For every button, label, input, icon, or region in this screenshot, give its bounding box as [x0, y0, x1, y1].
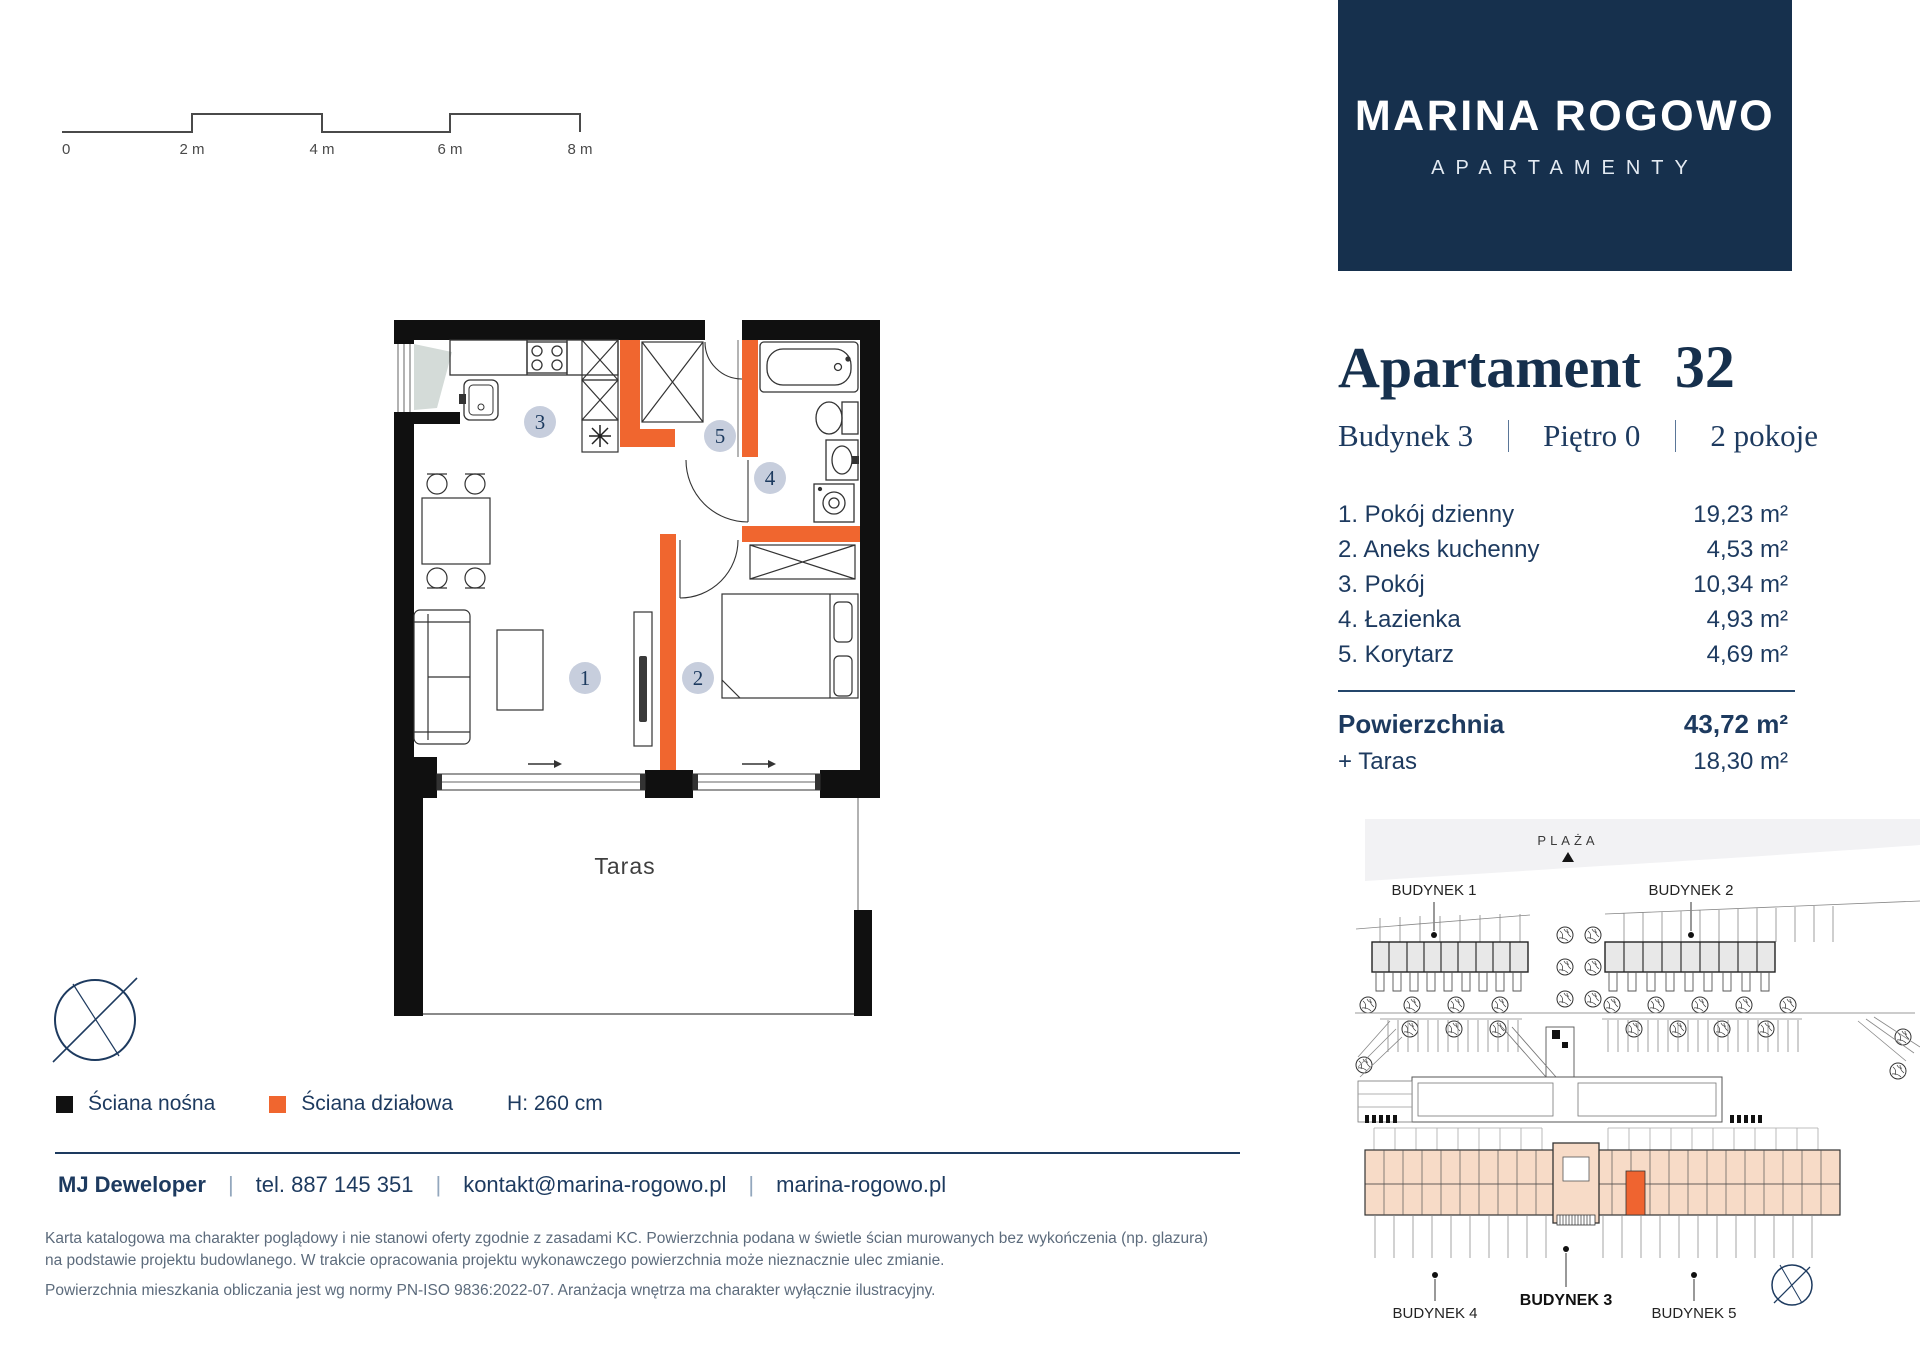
- footer-separator: |: [435, 1172, 442, 1197]
- site-plan: [1350, 815, 1920, 1330]
- brand-subtitle: APARTAMENTY: [1431, 156, 1699, 179]
- badge-5: [704, 420, 736, 452]
- terrace-area-value: 18,30 m²: [1693, 747, 1788, 775]
- meta-separator: [1508, 420, 1509, 452]
- room-area: 4,93 m²: [1706, 605, 1788, 633]
- room-name: 4. Łazienka: [1338, 605, 1461, 633]
- sofa: [414, 610, 470, 744]
- terrace-area-label: + Taras: [1338, 747, 1417, 775]
- total-area-row: [1338, 706, 1788, 743]
- apartment-number: 32: [1674, 334, 1735, 400]
- kitchen-counter: [450, 340, 618, 375]
- entry-door-arc: [705, 342, 742, 379]
- toilet: [816, 402, 858, 434]
- room-list: [1338, 497, 1788, 672]
- room-row: [1338, 497, 1788, 532]
- bed: [722, 594, 858, 698]
- tv-unit: [634, 612, 652, 746]
- apartment-title: [1338, 333, 1800, 402]
- plaza-label: PLAŻA: [1537, 833, 1599, 848]
- door-direction-arrows: [528, 760, 776, 768]
- central-complex: [1358, 1027, 1762, 1123]
- badge-2: [682, 662, 714, 694]
- email[interactable]: kontakt@marina-rogowo.pl: [463, 1172, 727, 1197]
- apartment-meta: [1338, 418, 1818, 454]
- scale-label-8m: 8 m: [567, 141, 593, 158]
- hall-closet: [642, 342, 703, 422]
- scale-label-2m: 2 m: [179, 141, 205, 158]
- partition-swatch: [269, 1096, 286, 1113]
- budynek1-units: [1372, 942, 1528, 991]
- developer-name: MJ Deweloper: [58, 1172, 206, 1197]
- budynek2-label: BUDYNEK 2: [1648, 882, 1734, 899]
- budynek2-units: [1605, 942, 1775, 991]
- total-area-label: Powierzchnia: [1338, 709, 1505, 739]
- meta-separator: [1675, 420, 1676, 452]
- bath-door-arc: [686, 460, 748, 522]
- footer-separator: |: [748, 1172, 755, 1197]
- wall-legend: [56, 1092, 603, 1116]
- badge-2-number: 2: [692, 666, 704, 690]
- room-area: 4,69 m²: [1706, 640, 1788, 668]
- room-area: 10,34 m²: [1693, 570, 1788, 598]
- badge-1: [569, 662, 601, 694]
- room-name: 1. Pokój dzienny: [1338, 500, 1515, 528]
- bedroom-wardrobe: [750, 545, 855, 579]
- meta-floor: Piętro 0: [1543, 418, 1641, 453]
- bedroom-door-arc: [680, 540, 738, 598]
- room-row: [1338, 602, 1788, 637]
- scale-label-6m: 6 m: [437, 141, 463, 158]
- window-light-shade: [414, 344, 452, 410]
- scale-bar: [55, 100, 615, 170]
- terrace-area-row: [1338, 743, 1788, 780]
- compass-icon: [45, 970, 145, 1070]
- badge-3: [524, 406, 556, 438]
- washing-machine: [814, 484, 854, 522]
- b1-roofline: [1356, 914, 1530, 942]
- disclaimer-1: Karta katalogowa ma charakter poglądowy i nie stanowi oferty zgodnie z zasadami KC. Powierzchnia podana w świetle ścian murowanych bez wykończenia (np. glazura) na podstawie projektu budowlanego. W trakcie opracowania projektu wykonawczego powierzchnia może nieznacznie ulec zmianie.: [45, 1230, 1209, 1269]
- meta-building: Budynek 3: [1338, 418, 1474, 453]
- washer-star-symbol: [589, 425, 611, 447]
- main-building-strip: [1365, 1128, 1840, 1258]
- partition-label: Ściana działowa: [301, 1092, 454, 1115]
- scale-label-4m: 4 m: [309, 141, 335, 158]
- footer-contact: [58, 1172, 946, 1198]
- room-row: [1338, 637, 1788, 672]
- floor-plan: [390, 312, 890, 1020]
- b3-entrance-block: [1553, 1143, 1599, 1223]
- room-name: 5. Korytarz: [1338, 640, 1455, 668]
- apartment-title-word: Apartament: [1338, 335, 1641, 400]
- siteplan-compass-icon: [1772, 1265, 1812, 1305]
- room-row: [1338, 532, 1788, 567]
- area-summary: [1338, 706, 1788, 780]
- footer-divider: [55, 1152, 1240, 1154]
- scale-bar-line: [62, 114, 580, 132]
- total-area-value: 43,72 m²: [1683, 709, 1788, 739]
- summary-divider: [1338, 690, 1795, 692]
- footer-separator: |: [227, 1172, 234, 1197]
- dining-set: [422, 474, 490, 588]
- badge-1-number: 1: [579, 666, 591, 690]
- room-area: 19,23 m²: [1693, 500, 1788, 528]
- apartment-header: [1338, 333, 1818, 454]
- highlighted-unit: [1626, 1171, 1645, 1215]
- disclaimer-2: Powierzchnia mieszkania obliczania jest wg normy PN-ISO 9836:2022-07. Aranżacja wnętrza ma charakter wyłącznie ilustracyjny.: [45, 1282, 936, 1299]
- budynek4-label: BUDYNEK 4: [1392, 1305, 1478, 1322]
- badge-5-number: 5: [714, 424, 726, 448]
- bathtub: [760, 342, 858, 392]
- brand-logo: [1338, 0, 1792, 271]
- badge-3-number: 3: [534, 410, 546, 434]
- brand-title: MARINA ROGOWO: [1354, 91, 1776, 140]
- load-bearing-label: Ściana nośna: [88, 1092, 216, 1115]
- terrace-label: Taras: [594, 853, 656, 879]
- meta-rooms: 2 pokoje: [1710, 418, 1818, 453]
- budynek5-label: BUDYNEK 5: [1651, 1305, 1737, 1322]
- budynek1-label: BUDYNEK 1: [1391, 882, 1477, 899]
- washbasin: [826, 440, 859, 480]
- room-area: 4,53 m²: [1706, 535, 1788, 563]
- phone[interactable]: tel. 887 145 351: [255, 1172, 414, 1197]
- website[interactable]: marina-rogowo.pl: [776, 1172, 947, 1197]
- room-row: [1338, 567, 1788, 602]
- coffee-table: [497, 630, 543, 710]
- budynek3-label: BUDYNEK 3: [1519, 1292, 1613, 1309]
- load-bearing-swatch: [56, 1096, 73, 1113]
- badge-4: [754, 462, 786, 494]
- kitchen-sink: [459, 380, 498, 420]
- terrace-windows: [437, 760, 820, 790]
- window-left: [394, 344, 452, 412]
- badge-4-number: 4: [764, 466, 776, 490]
- room-name: 2. Aneks kuchenny: [1338, 535, 1540, 563]
- room-name: 3. Pokój: [1338, 570, 1425, 598]
- scale-label-0: 0: [62, 141, 71, 158]
- beach-band: [1365, 819, 1920, 881]
- ceiling-height: H: 260 cm: [507, 1092, 603, 1115]
- b2-roofline: [1605, 901, 1920, 942]
